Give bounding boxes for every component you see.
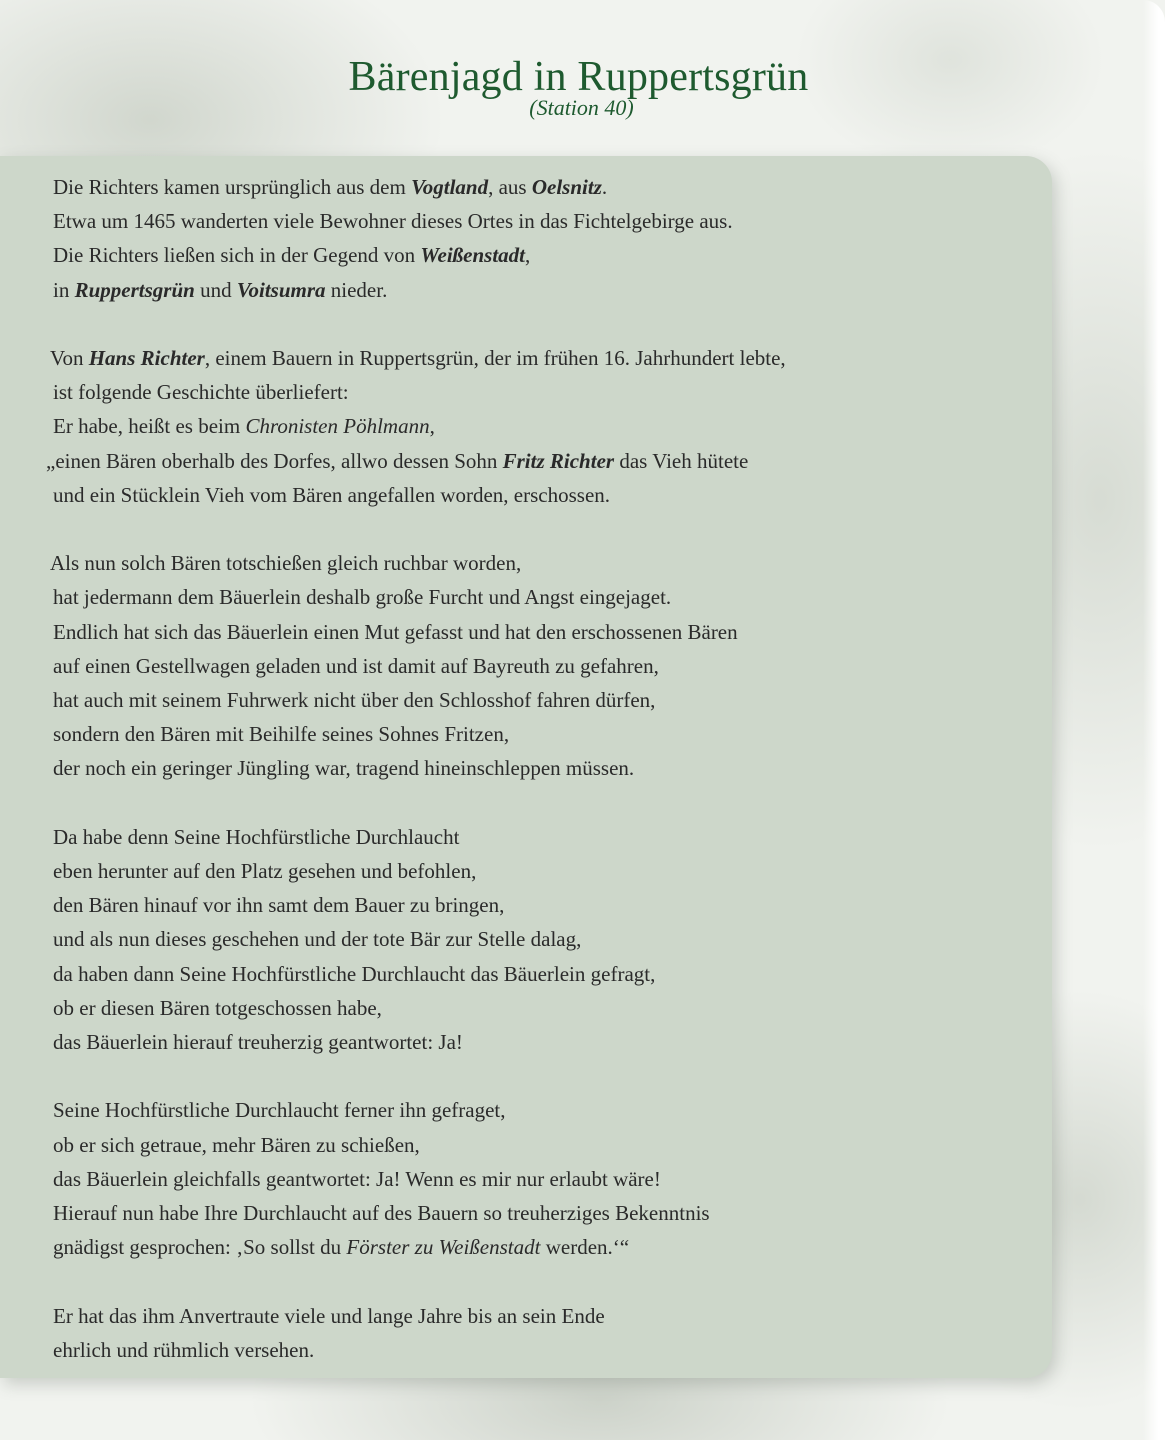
text-line: Von Hans Richter, einem Bauern in Ruppertsgrün, der im frühen 16. Jahrhundert lebte, [50, 346, 786, 370]
paragraph-forester [53, 1093, 1013, 1264]
paragraph-closing [53, 1299, 1013, 1367]
person-name: Fritz Richter [502, 448, 615, 473]
place-name: Oelsnitz [531, 175, 602, 199]
text-line: in Ruppertsgrün und Voitsumra nieder. [53, 277, 388, 302]
place-name: Vogtland [411, 175, 489, 199]
text-line: Seine Hochfürstliche Durchlaucht ferner ihn gefraget, [53, 1098, 506, 1123]
text-line: ob er diesen Bären totgeschossen habe, [53, 995, 382, 1020]
office-title: Förster zu Weißenstadt [346, 1235, 541, 1260]
text-line: Die Richters kamen ursprünglich aus dem Vogtland, aus Oelsnitz. [53, 175, 608, 199]
text-line: ehrlich und rühmlich versehen. [53, 1337, 315, 1362]
text-line: Hierauf nun habe Ihre Durchlaucht auf des Bauern so treuherziges Bekenntnis [53, 1201, 710, 1226]
person-name: Hans Richter [88, 346, 205, 370]
text-line: hat jedermann dem Bäuerlein deshalb große Furcht und Angst eingejaget. [53, 585, 672, 610]
text-line: das Bäuerlein hierauf treuherzig geantwortet: Ja! [53, 1030, 463, 1055]
text-line: eben herunter auf den Platz gesehen und befohlen, [53, 859, 477, 884]
text-line: sondern den Bären mit Beihilfe seines Sohnes Fritzen, [53, 722, 510, 747]
text-line: der noch ein geringer Jüngling war, tragend hineinschleppen müssen. [53, 756, 635, 781]
text-line: Er habe, heißt es beim Chronisten Pöhlmann, [53, 414, 435, 439]
place-name: Voitsumra [236, 277, 326, 302]
page-edge [1143, 0, 1165, 1440]
paragraph-hans-richter [46, 341, 1013, 512]
text-line: und ein Stücklein Vieh vom Bären angefallen worden, erschossen. [53, 482, 611, 507]
text-line: gnädigst gesprochen: ‚So sollst du Förster zu Weißenstadt werden.‘“ [53, 1235, 630, 1260]
text-line: das Bäuerlein gleichfalls geantwortet: Ja! Wenn es mir nur erlaubt wäre! [53, 1166, 661, 1191]
paragraph-origin [53, 170, 1013, 307]
text-line: und als nun dieses geschehen und der tote Bär zur Stelle dalag, [53, 927, 582, 952]
paragraph-audience [53, 820, 1013, 1059]
text-line: Als nun solch Bären totschießen gleich ruchbar worden, [50, 551, 522, 576]
place-name: Ruppertsgrün [74, 277, 195, 302]
chronicler-name: Chronisten Pöhlmann [245, 414, 430, 439]
text-line: den Bären hinauf vor ihn samt dem Bauer zu bringen, [53, 893, 505, 918]
text-line: Endlich hat sich das Bäuerlein einen Mut gefasst und hat den erschossenen Bären [53, 619, 738, 644]
text-line: hat auch mit seinem Fuhrwerk nicht über den Schlosshof fahren dürfen, [53, 688, 656, 713]
text-line: auf einen Gestellwagen geladen und ist damit auf Bayreuth zu gefahren, [53, 653, 659, 678]
text-line: da haben dann Seine Hochfürstliche Durchlaucht das Bäuerlein gefragt, [53, 961, 656, 986]
page-title: Bärenjagd in Ruppertsgrün [348, 54, 809, 100]
text-line: ob er sich getraue, mehr Bären zu schießen, [53, 1132, 420, 1157]
place-name: Weißenstadt [420, 243, 526, 268]
text-line: Er hat das ihm Anvertraute viele und lange Jahre bis an sein Ende [53, 1303, 605, 1328]
text-line: Etwa um 1465 wanderten viele Bewohner dieses Ortes in das Fichtelgebirge aus. [53, 209, 733, 234]
header [0, 52, 1165, 120]
paragraph-bear-transport [50, 546, 1013, 785]
station-label: (Station 40) [529, 95, 634, 120]
text-line: Da habe denn Seine Hochfürstliche Durchlaucht [53, 824, 460, 849]
text-line: Die Richters ließen sich in der Gegend von Weißenstadt, [53, 243, 531, 268]
text-line: ist folgende Geschichte überliefert: [53, 380, 349, 405]
story-text [46, 170, 1013, 1401]
text-line: „einen Bären oberhalb des Dorfes, allwo dessen Sohn Fritz Richter das Vieh hütete [46, 448, 749, 473]
